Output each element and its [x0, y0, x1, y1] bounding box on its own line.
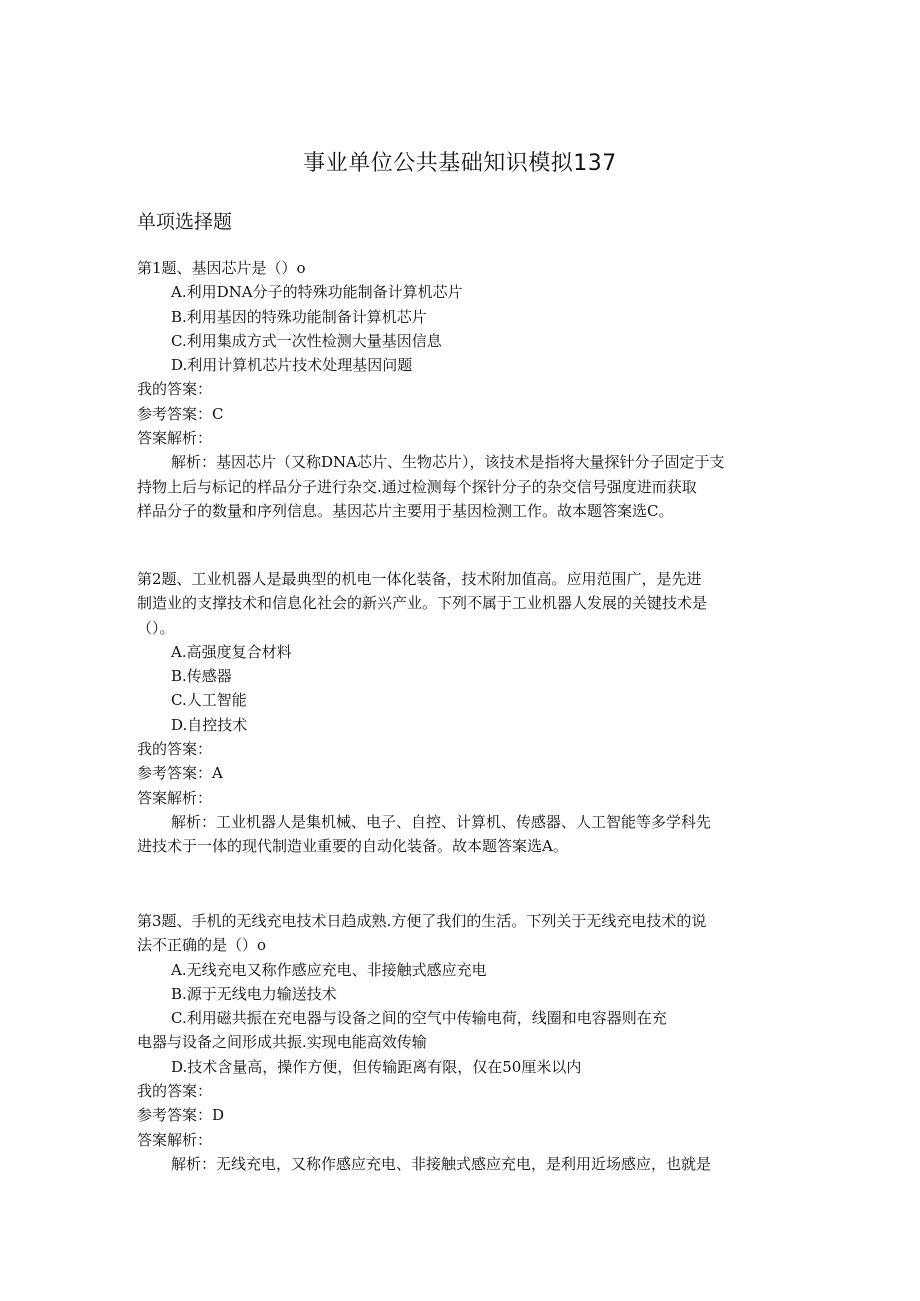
- option-d: D.技术含量高，操作方便，但传输距离有限，仅在50厘米以内: [171, 1057, 582, 1076]
- question-2: [137, 567, 787, 859]
- analysis-text: 进技术于一体的现代制造业重要的自动化装备。故本题答案选A。: [137, 837, 568, 856]
- question-stem: 第3题、手机的无线充电技术日趋成熟.方便了我们的生活。下列关于无线充电技术的说: [137, 912, 707, 930]
- my-answer-label: 我的答案：: [137, 380, 213, 399]
- analysis-text: 解析：工业机器人是集机械、电子、自控、计算机、传感器、人工智能等多学科先: [171, 812, 712, 831]
- option-a: A.利用DNA分子的特殊功能制备计算机芯片: [171, 283, 463, 302]
- reference-answer: 参考答案：D: [137, 1106, 225, 1125]
- option-b: B.利用基因的特殊功能制备计算机芯片: [171, 307, 427, 326]
- analysis-label: 答案解析：: [137, 429, 213, 448]
- section-title: 单项选择题: [137, 211, 233, 233]
- option-d: D.自控技术: [171, 715, 248, 734]
- reference-answer: 参考答案：A: [137, 764, 223, 783]
- reference-answer: 参考答案：C: [137, 404, 224, 423]
- analysis-text: 解析：无线充电，又称作感应充电、非接触式感应充电，是利用近场感应，也就是: [171, 1154, 712, 1173]
- question-3: [137, 909, 787, 1176]
- question-stem: 第2题、工业机器人是最典型的机电一体化装备，技术附加值高。应用范围广，是先进: [137, 570, 702, 588]
- option-c: C.利用集成方式一次性检测大量基因信息: [171, 331, 442, 350]
- analysis-label: 答案解析：: [137, 788, 213, 807]
- option-c: C.人工智能: [171, 691, 247, 710]
- question-stem: 制造业的支撑技术和信息化社会的新兴产业。下列不属于工业机器人发展的关键技术是: [137, 594, 708, 613]
- option-b: B.源于无线电力输送技术: [171, 984, 337, 1003]
- option-c: C.利用磁共振在充电器与设备之间的空气中传输电荷，线圈和电容器则在充: [171, 1009, 667, 1028]
- option-b: B.传感器: [171, 667, 232, 686]
- document-title: 事业单位公共基础知识模拟137: [303, 151, 617, 176]
- my-answer-label: 我的答案：: [137, 1082, 213, 1101]
- analysis-text: 样品分子的数量和序列信息。基因芯片主要用于基因检测工作。故本题答案选C。: [137, 501, 674, 520]
- question-stem: （）。: [137, 618, 175, 637]
- option-a: A.高强度复合材料: [171, 642, 292, 661]
- question-1: [137, 256, 787, 523]
- option-a: A.无线充电又称作感应充电、非接触式感应充电: [171, 960, 487, 979]
- analysis-text: 解析：基因芯片（又称DNA芯片、生物芯片），该技术是指将大量探针分子固定于支: [171, 453, 725, 472]
- question-stem: 法不正确的是（）o: [137, 936, 267, 955]
- option-c-continued: 电器与设备之间形成共振.实现电能高效传输: [137, 1033, 427, 1052]
- option-d: D.利用计算机芯片技术处理基因问题: [171, 356, 413, 375]
- question-stem: 第1题、基因芯片是（）o: [137, 259, 306, 277]
- analysis-label: 答案解析：: [137, 1130, 213, 1149]
- analysis-text: 持物上后与标记的样品分子进行杂交.通过检测每个探针分子的杂交信号强度进而获取: [137, 477, 697, 496]
- my-answer-label: 我的答案：: [137, 740, 213, 759]
